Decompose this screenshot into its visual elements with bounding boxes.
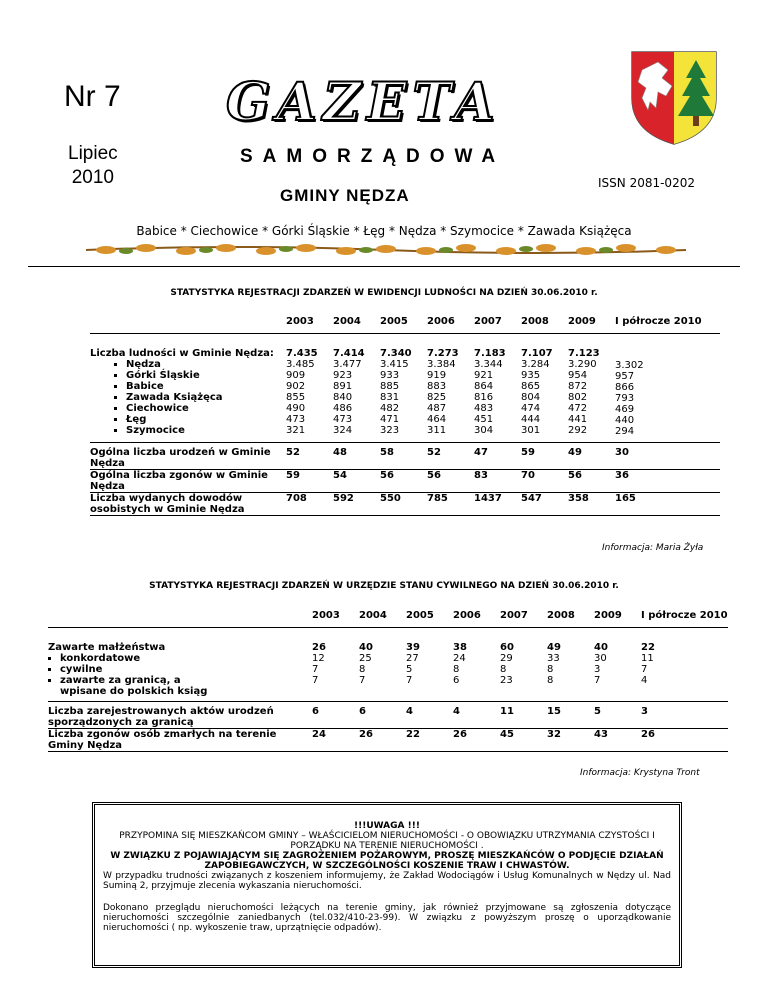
cell-value: 483 bbox=[474, 403, 494, 414]
cell-value: 473 bbox=[333, 414, 353, 425]
cell-value: 865 bbox=[521, 381, 541, 392]
table-row bbox=[48, 729, 728, 752]
total-value: 7.340 bbox=[380, 348, 412, 359]
year-header: 2003 bbox=[286, 316, 314, 327]
cell-value: 3.477 bbox=[333, 359, 362, 370]
cell-value: 301 bbox=[521, 425, 541, 436]
cell-value: 25 bbox=[359, 653, 372, 664]
cell-value: 70 bbox=[521, 470, 535, 481]
issue-year: 2010 bbox=[71, 167, 114, 188]
list-item: ▪ zawarte za granicą, a wpisane do polskich ksiąg bbox=[60, 675, 312, 697]
population-stats-title: STATYSTYKA REJESTRACJI ZDARZEŃ W EWIDENCJI LUDNOŚCI NA DZIEŃ 30.06.2010 r. bbox=[170, 288, 598, 298]
total-value: 22 bbox=[641, 642, 655, 653]
total-value: 38 bbox=[453, 642, 467, 653]
cell-value: 6 bbox=[453, 675, 460, 686]
cell-value: 47 bbox=[474, 447, 488, 458]
cell-value: 885 bbox=[380, 381, 400, 392]
cell-value: 4 bbox=[453, 706, 460, 717]
cell-value: 24 bbox=[312, 729, 326, 740]
list-item: ▪ Łęg bbox=[126, 414, 286, 425]
cell-value: 7 bbox=[406, 675, 413, 686]
total-value: 26 bbox=[312, 642, 326, 653]
cell-value: 26 bbox=[641, 729, 655, 740]
cell-value: 56 bbox=[568, 470, 582, 481]
cell-value: 292 bbox=[568, 425, 588, 436]
issue-month: Lipiec bbox=[68, 143, 118, 164]
row-label: Liczba zarejestrowanych aktów urodzeń sporządzonych za granicą bbox=[48, 706, 274, 728]
row-label: Liczba wydanych dowodów osobistych w Gminie Nędza bbox=[90, 493, 245, 515]
cell-value: 12 bbox=[312, 653, 325, 664]
year-column-cell bbox=[286, 334, 333, 443]
civil-registry-title: STATYSTYKA REJESTRACJI ZDARZEŃ W URZĘDZIE STANU CYWILNEGO NA DZIEŃ 30.06.2010 r. bbox=[149, 581, 619, 591]
year-column-cell bbox=[547, 628, 594, 702]
cell-value: 482 bbox=[380, 403, 400, 414]
cell-value: 793 bbox=[615, 393, 635, 404]
cell-value: 83 bbox=[474, 470, 488, 481]
cell-value: 802 bbox=[568, 392, 588, 403]
cell-value: 24 bbox=[453, 653, 466, 664]
cell-value: 56 bbox=[380, 470, 394, 481]
row-label: Ogólna liczba urodzeń w Gminie Nędza bbox=[90, 447, 271, 469]
issue-date bbox=[68, 142, 118, 190]
cell-value: 804 bbox=[521, 392, 541, 403]
table-header-row bbox=[48, 610, 728, 628]
cell-value: 11 bbox=[500, 706, 514, 717]
cell-value: 831 bbox=[380, 392, 400, 403]
list-item: ▪ Zawada Książęca bbox=[126, 392, 286, 403]
leaf-garland-icon bbox=[86, 242, 686, 258]
year-header: 2007 bbox=[500, 610, 528, 621]
cell-value: 32 bbox=[547, 729, 561, 740]
cell-value: 474 bbox=[521, 403, 541, 414]
list-item: ▪ konkordatowe bbox=[60, 653, 312, 664]
year-header: I półrocze 2010 bbox=[641, 610, 728, 621]
cell-value: 22 bbox=[406, 729, 420, 740]
list-item: ▪ Szymocice bbox=[126, 425, 286, 436]
year-header: 2005 bbox=[406, 610, 434, 621]
cell-value: 785 bbox=[427, 493, 448, 504]
source-credit: Informacja: Krystyna Tront bbox=[580, 768, 700, 778]
cell-value: 7 bbox=[641, 664, 648, 675]
cell-value: 5 bbox=[406, 664, 413, 675]
list-item: ▪ Babice bbox=[126, 381, 286, 392]
row-label: Liczba zgonów osób zmarłych na terenie Gminy Nędza bbox=[48, 729, 277, 751]
cell-value: 464 bbox=[427, 414, 447, 425]
cell-value: 4 bbox=[641, 675, 648, 686]
year-header: 2006 bbox=[453, 610, 481, 621]
table-row bbox=[90, 334, 720, 443]
cell-value: 921 bbox=[474, 370, 494, 381]
cell-value: 825 bbox=[427, 392, 447, 403]
total-value: 7.183 bbox=[474, 348, 506, 359]
total-value: 7.435 bbox=[286, 348, 318, 359]
cell-value: 5 bbox=[594, 706, 601, 717]
cell-value: 451 bbox=[474, 414, 494, 425]
cell-value: 909 bbox=[286, 370, 306, 381]
year-column-cell bbox=[615, 334, 720, 443]
cell-value: 3.302 bbox=[615, 360, 644, 371]
cell-value: 3.485 bbox=[286, 359, 315, 370]
issue-number: Nr 7 bbox=[64, 80, 121, 113]
cell-value: 43 bbox=[594, 729, 608, 740]
year-header: 2005 bbox=[380, 316, 408, 327]
cell-value: 36 bbox=[615, 470, 629, 481]
total-value: 60 bbox=[500, 642, 514, 653]
cell-value: 45 bbox=[500, 729, 514, 740]
cell-value: 26 bbox=[453, 729, 467, 740]
cell-value: 59 bbox=[521, 447, 535, 458]
cell-value: 4 bbox=[406, 706, 413, 717]
notice-paragraph: W przypadku trudności związanych z koszeniem informujemy, że Zakład Wodociągów i Usług Komunalnych w Nędzy ul. Nad Suminą 2, przyjmuje zlecenia wykaszania nieruchomości. bbox=[103, 871, 671, 891]
cell-value: 840 bbox=[333, 392, 353, 403]
cell-value: 957 bbox=[615, 371, 635, 382]
year-header: 2008 bbox=[547, 610, 575, 621]
cell-value: 872 bbox=[568, 381, 588, 392]
year-header: 2006 bbox=[427, 316, 455, 327]
year-header: 2009 bbox=[594, 610, 622, 621]
table-row bbox=[48, 628, 728, 702]
table-row bbox=[90, 443, 720, 470]
cell-value: 7 bbox=[312, 664, 319, 675]
cell-value: 6 bbox=[312, 706, 319, 717]
list-item: ▪ Ciechowice bbox=[126, 403, 286, 414]
cell-value: 3 bbox=[594, 664, 601, 675]
cell-value: 323 bbox=[380, 425, 400, 436]
cell-value: 919 bbox=[427, 370, 447, 381]
cell-value: 52 bbox=[427, 447, 441, 458]
cell-value: 324 bbox=[333, 425, 353, 436]
cell-value: 8 bbox=[359, 664, 366, 675]
notice-paragraph: Dokonano przeglądu nieruchomości leżących na terenie gminy, jak również przyjmowane są zgłoszenia dotyczące nieruchomości szczególnie zaniedbanych (tel.032/410-23-99). W związku z powyższym proszę o uporządkowanie nieruchomości ( np. wykoszenie traw, uprzątnięcie odpadów). bbox=[103, 903, 671, 933]
cell-value: 54 bbox=[333, 470, 347, 481]
cell-value: 864 bbox=[474, 381, 494, 392]
cell-value: 3 bbox=[641, 706, 648, 717]
cell-value: 304 bbox=[474, 425, 494, 436]
total-value: 49 bbox=[547, 642, 561, 653]
year-column-cell bbox=[333, 334, 380, 443]
notice-warning: W ZWIĄZKU Z POJAWIAJĄCYM SIĘ ZAGROŻENIEM POŻAROWYM, PROSZĘ MIESZKAŃCÓW O PODJĘCIE DZIAŁAŃ ZAPOBIEGAWCZYCH, W SZCZEGÓLNOŚCI KOSZENIE TRAW I CHWASTÓW. bbox=[110, 851, 664, 871]
cell-value: 855 bbox=[286, 392, 306, 403]
cell-value: 23 bbox=[500, 675, 513, 686]
cell-value: 3.284 bbox=[521, 359, 550, 370]
marriages-label: Zawarte małżeństwa bbox=[48, 642, 166, 653]
list-item: ▪ Nędza bbox=[126, 359, 286, 370]
total-value: 7.107 bbox=[521, 348, 553, 359]
year-column-cell bbox=[312, 628, 359, 702]
cell-value: 473 bbox=[286, 414, 306, 425]
year-header: I półrocze 2010 bbox=[615, 316, 702, 327]
cell-value: 29 bbox=[500, 653, 513, 664]
cell-value: 891 bbox=[333, 381, 353, 392]
year-column-cell bbox=[500, 628, 547, 702]
cell-value: 440 bbox=[615, 415, 635, 426]
notice-box bbox=[92, 802, 682, 968]
cell-value: 15 bbox=[547, 706, 561, 717]
masthead-gmina: GMINY NĘDZA bbox=[280, 186, 410, 205]
cell-value: 6 bbox=[359, 706, 366, 717]
cell-value: 547 bbox=[521, 493, 542, 504]
row-label: Ogólna liczba zgonów w Gminie Nędza bbox=[90, 470, 268, 492]
cell-value: 321 bbox=[286, 425, 306, 436]
year-header: 2007 bbox=[474, 316, 502, 327]
cell-value: 165 bbox=[615, 493, 636, 504]
table-row bbox=[90, 470, 720, 493]
cell-value: 3.290 bbox=[568, 359, 597, 370]
cell-value: 58 bbox=[380, 447, 394, 458]
cell-value: 8 bbox=[453, 664, 460, 675]
cell-value: 8 bbox=[500, 664, 507, 675]
population-label: Liczba ludności w Gminie Nędza: bbox=[90, 348, 274, 359]
year-column-cell bbox=[594, 628, 641, 702]
year-header: 2008 bbox=[521, 316, 549, 327]
total-value: 7.273 bbox=[427, 348, 459, 359]
cell-value: 708 bbox=[286, 493, 307, 504]
cell-value: 8 bbox=[547, 664, 554, 675]
total-value: 40 bbox=[359, 642, 373, 653]
cell-value: 26 bbox=[359, 729, 373, 740]
notice-reminder: PRZYPOMINA SIĘ MIESZKAŃCOM GMINY – WŁAŚCICIELOM NIERUCHOMOŚCI - O OBOWIĄZKU UTRZYMANIA CZYSTOŚCI I PORZĄDKU NA TERENIE NIERUCHOMOŚCI . bbox=[119, 831, 655, 851]
total-value: 40 bbox=[594, 642, 608, 653]
cell-value: 52 bbox=[286, 447, 300, 458]
cell-value: 954 bbox=[568, 370, 588, 381]
cell-value: 902 bbox=[286, 381, 306, 392]
villages-list: Babice * Ciechowice * Górki Śląskie * Łęg * Nędza * Szymocice * Zawada Książęca bbox=[136, 224, 632, 238]
population-stats-table bbox=[90, 316, 720, 516]
cell-value: 7 bbox=[359, 675, 366, 686]
cell-value: 49 bbox=[568, 447, 582, 458]
list-item: ▪ cywilne bbox=[60, 664, 312, 675]
cell-value: 11 bbox=[641, 653, 654, 664]
cell-value: 469 bbox=[615, 404, 635, 415]
cell-value: 48 bbox=[333, 447, 347, 458]
marriages-label-cell bbox=[48, 628, 312, 702]
cell-value: 441 bbox=[568, 414, 588, 425]
cell-value: 816 bbox=[474, 392, 494, 403]
cell-value: 490 bbox=[286, 403, 306, 414]
total-value: 7.414 bbox=[333, 348, 365, 359]
cell-value: 3.415 bbox=[380, 359, 409, 370]
cell-value: 33 bbox=[547, 653, 560, 664]
header-divider bbox=[28, 266, 740, 267]
total-value: 39 bbox=[406, 642, 420, 653]
table-row bbox=[48, 702, 728, 729]
cell-value: 294 bbox=[615, 426, 635, 437]
civil-registry-table bbox=[48, 610, 728, 752]
cell-value: 883 bbox=[427, 381, 447, 392]
cell-value: 27 bbox=[406, 653, 419, 664]
cell-value: 486 bbox=[333, 403, 353, 414]
cell-value: 3.344 bbox=[474, 359, 503, 370]
cell-value: 59 bbox=[286, 470, 300, 481]
cell-value: 30 bbox=[594, 653, 607, 664]
cell-value: 487 bbox=[427, 403, 447, 414]
population-label-cell bbox=[90, 334, 286, 443]
year-column-cell bbox=[427, 334, 474, 443]
year-column-cell bbox=[568, 334, 615, 443]
year-header: 2003 bbox=[312, 610, 340, 621]
cell-value: 444 bbox=[521, 414, 541, 425]
year-column-cell bbox=[474, 334, 521, 443]
village-list bbox=[90, 359, 286, 436]
cell-value: 866 bbox=[615, 382, 635, 393]
cell-value: 935 bbox=[521, 370, 541, 381]
marriage-type-list bbox=[48, 653, 312, 697]
cell-value: 30 bbox=[615, 447, 629, 458]
list-item: ▪ Górki Śląskie bbox=[126, 370, 286, 381]
cell-value: 933 bbox=[380, 370, 400, 381]
masthead-title: GAZETA bbox=[226, 72, 501, 133]
cell-value: 923 bbox=[333, 370, 353, 381]
cell-value: 358 bbox=[568, 493, 589, 504]
cell-value: 7 bbox=[594, 675, 601, 686]
masthead-subtitle: SAMORZĄDOWA bbox=[240, 146, 506, 167]
year-column-cell bbox=[641, 628, 728, 702]
total-value: 7.123 bbox=[568, 348, 600, 359]
year-column-cell bbox=[359, 628, 406, 702]
cell-value: 7 bbox=[312, 675, 319, 686]
year-column-cell bbox=[521, 334, 568, 443]
cell-value: 3.384 bbox=[427, 359, 456, 370]
cell-value: 311 bbox=[427, 425, 447, 436]
year-column-cell bbox=[380, 334, 427, 443]
table-row bbox=[90, 493, 720, 516]
table-header-row bbox=[90, 316, 720, 334]
cell-value: 592 bbox=[333, 493, 354, 504]
cell-value: 56 bbox=[427, 470, 441, 481]
cell-value: 471 bbox=[380, 414, 400, 425]
cell-value: 472 bbox=[568, 403, 588, 414]
year-header: 2004 bbox=[359, 610, 387, 621]
year-header: 2004 bbox=[333, 316, 361, 327]
year-column-cell bbox=[453, 628, 500, 702]
year-header: 2009 bbox=[568, 316, 596, 327]
total-value bbox=[615, 348, 720, 360]
cell-value: 8 bbox=[547, 675, 554, 686]
cell-value: 550 bbox=[380, 493, 401, 504]
source-credit: Informacja: Maria Żyła bbox=[602, 543, 704, 553]
notice-heading: !!!UWAGA !!! bbox=[354, 821, 420, 831]
issn: ISSN 2081-0202 bbox=[598, 176, 695, 190]
cell-value: 1437 bbox=[474, 493, 502, 504]
coat-of-arms-icon bbox=[628, 48, 720, 146]
year-column-cell bbox=[406, 628, 453, 702]
